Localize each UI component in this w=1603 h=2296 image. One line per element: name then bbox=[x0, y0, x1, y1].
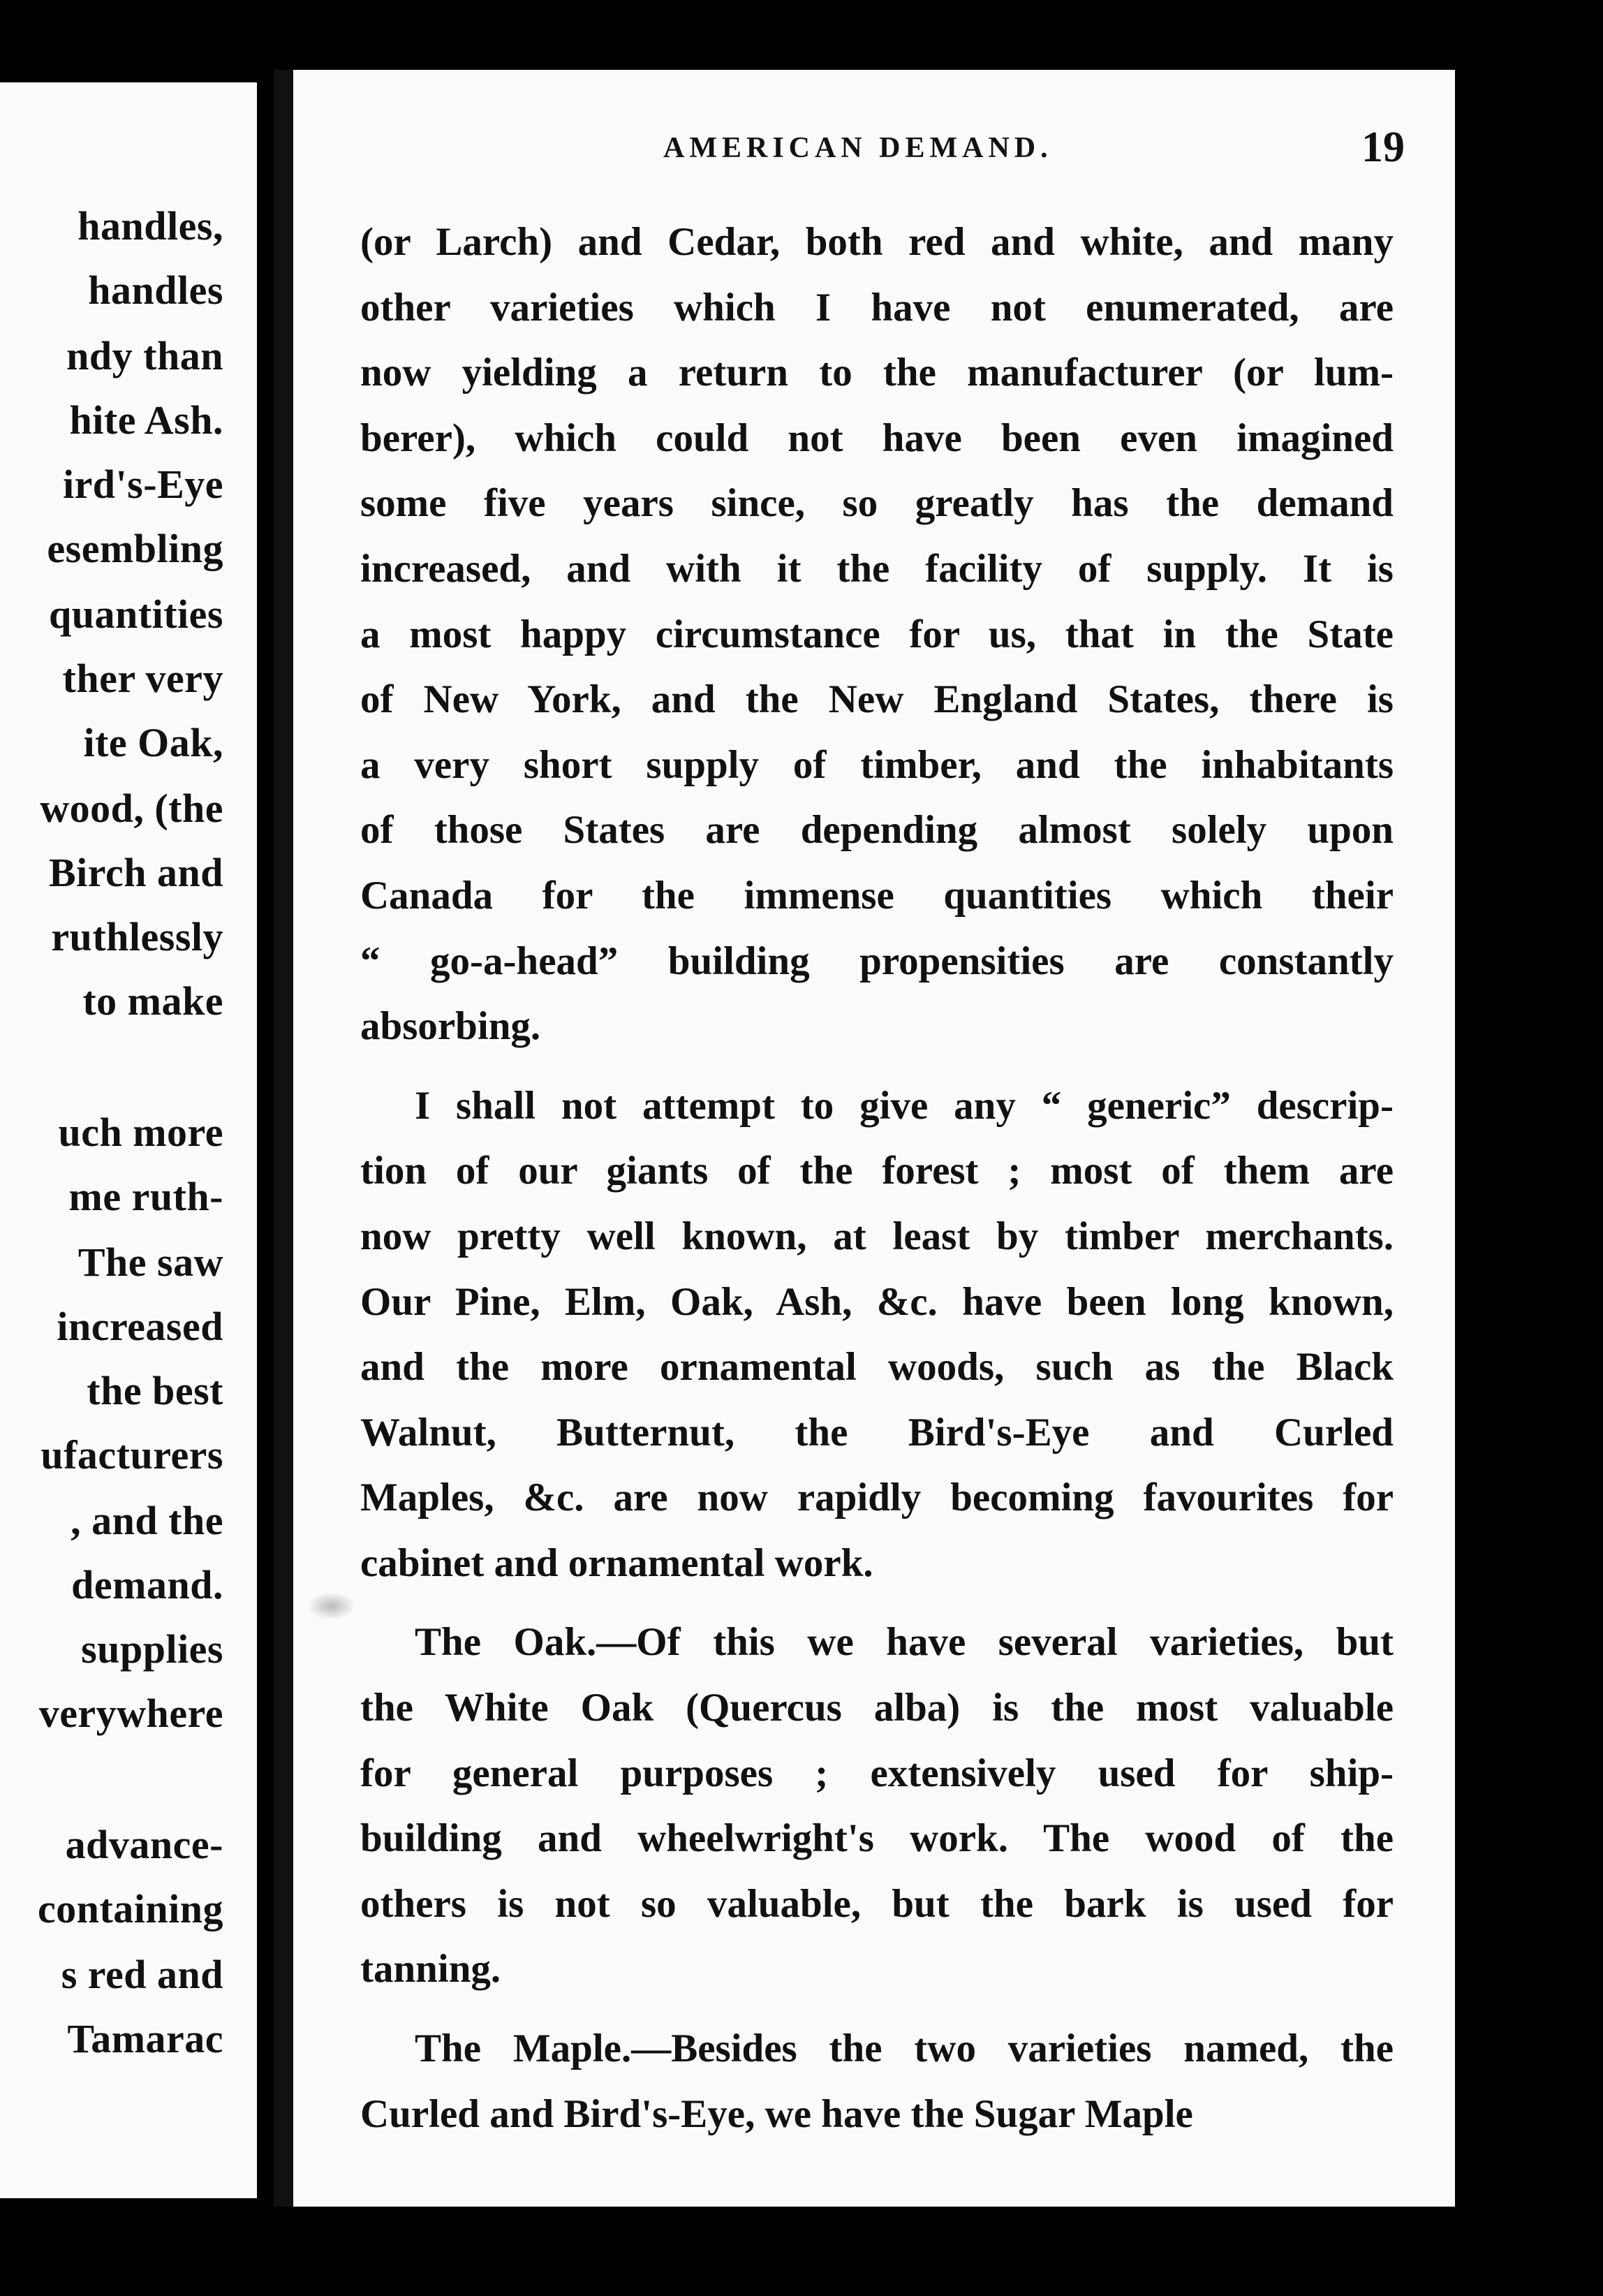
text-line: “ go-a-head” building propensities are constantly bbox=[360, 939, 1394, 983]
text-line: the White Oak (Quercus alba) is the most valuable bbox=[360, 1686, 1394, 1730]
text-line: now yielding a return to the manufacturer (or lum- bbox=[360, 351, 1394, 395]
paragraph bbox=[360, 2016, 1394, 2147]
text-line: tion of our giants of the forest ; most of them are bbox=[360, 1149, 1394, 1193]
left-page-line: handles, bbox=[77, 203, 223, 249]
left-page-line: increased bbox=[57, 1304, 223, 1349]
left-page-line: uch more bbox=[58, 1110, 223, 1155]
ink-smudge bbox=[307, 1592, 356, 1620]
left-page-line: supplies bbox=[81, 1626, 223, 1672]
left-page-line: ite Oak, bbox=[83, 720, 223, 765]
text-line: absorbing. bbox=[360, 1004, 541, 1049]
text-line: of those States are depending almost solely upon bbox=[360, 808, 1394, 853]
left-page-line: wood, (the bbox=[40, 786, 223, 831]
left-page-line: ufacturers bbox=[40, 1432, 223, 1478]
text-line: berer), which could not have been even imagined bbox=[360, 415, 1394, 460]
text-line: for general purposes ; extensively used for ship- bbox=[360, 1751, 1394, 1795]
left-page-line: to make bbox=[82, 978, 223, 1024]
text-line: and the more ornamental woods, such as the Black bbox=[360, 1345, 1394, 1390]
left-page-line: quantities bbox=[49, 591, 223, 637]
text-line: other varieties which I have not enumerated, are bbox=[360, 285, 1394, 330]
text-line: Curled and Bird's-Eye, we have the Sugar Maple bbox=[360, 2091, 1193, 2136]
left-page-line: hite Ash. bbox=[69, 397, 223, 443]
book-page bbox=[274, 70, 1455, 2207]
left-page-line: verywhere bbox=[38, 1691, 223, 1736]
text-line: The Maple.—Besides the two varieties named, the bbox=[415, 2026, 1394, 2071]
left-page-line: advance- bbox=[65, 1822, 223, 1867]
text-line: a most happy circumstance for us, that in the State bbox=[360, 612, 1394, 656]
left-page-line: containing bbox=[37, 1886, 223, 1931]
text-line: cabinet and ornamental work. bbox=[360, 1540, 873, 1585]
left-page-line: me ruth- bbox=[68, 1174, 223, 1219]
left-page-line: ird's-Eye bbox=[62, 462, 223, 507]
left-page-line: Birch and bbox=[48, 850, 223, 895]
text-line: The Oak.—Of this we have several varieties, but bbox=[415, 1620, 1394, 1665]
text-line: Maples, &c. are now rapidly becoming favourites for bbox=[360, 1476, 1394, 1520]
text-line: Our Pine, Elm, Oak, Ash, &c. have been long known, bbox=[360, 1279, 1394, 1324]
text-line: now pretty well known, at least by timber merchants. bbox=[360, 1214, 1394, 1258]
previous-page-fragment bbox=[0, 82, 257, 2198]
page-body bbox=[360, 209, 1394, 2147]
text-line: others is not so valuable, but the bark is used for bbox=[360, 1881, 1394, 1926]
left-page-line: ther very bbox=[62, 656, 223, 701]
left-page-line: ndy than bbox=[66, 333, 223, 378]
paragraph-gap bbox=[360, 2002, 1394, 2016]
left-page-line: s red and bbox=[61, 1952, 223, 1997]
left-page-line: Tamarac bbox=[67, 2016, 223, 2061]
left-page-line: esembling bbox=[47, 526, 223, 571]
left-page-line: handles bbox=[88, 267, 223, 313]
text-line: tanning. bbox=[360, 1947, 501, 1992]
paragraph-gap bbox=[360, 1059, 1394, 1073]
left-page-line: the best bbox=[87, 1368, 223, 1413]
text-line: Canada for the immense quantities which their bbox=[360, 873, 1394, 918]
paragraph bbox=[360, 209, 1394, 1059]
text-line: I shall not attempt to give any “ generic” descrip- bbox=[415, 1083, 1394, 1128]
page-header bbox=[293, 123, 1455, 179]
left-page-line: ruthlessly bbox=[51, 914, 223, 959]
left-page-line: The saw bbox=[77, 1239, 223, 1285]
left-page-line: , and the bbox=[71, 1498, 223, 1543]
text-line: some five years since, so greatly has the demand bbox=[360, 481, 1394, 526]
running-head: AMERICAN DEMAND. bbox=[663, 132, 1053, 164]
text-line: (or Larch) and Cedar, both red and white, and many bbox=[360, 220, 1394, 264]
text-line: of New York, and the New England States, there is bbox=[360, 677, 1394, 722]
left-page-line: demand. bbox=[71, 1562, 223, 1607]
paragraph-gap bbox=[360, 1596, 1394, 1610]
text-line: building and wheelwright's work. The wood of the bbox=[360, 1816, 1394, 1861]
page-number: 19 bbox=[1361, 124, 1405, 171]
text-line: Walnut, Butternut, the Bird's-Eye and Curled bbox=[360, 1410, 1394, 1455]
text-line: a very short supply of timber, and the inhabitants bbox=[360, 742, 1394, 787]
text-line: increased, and with it the facility of supply. It is bbox=[360, 546, 1394, 591]
paragraph bbox=[360, 1073, 1394, 1596]
paragraph bbox=[360, 1610, 1394, 2002]
